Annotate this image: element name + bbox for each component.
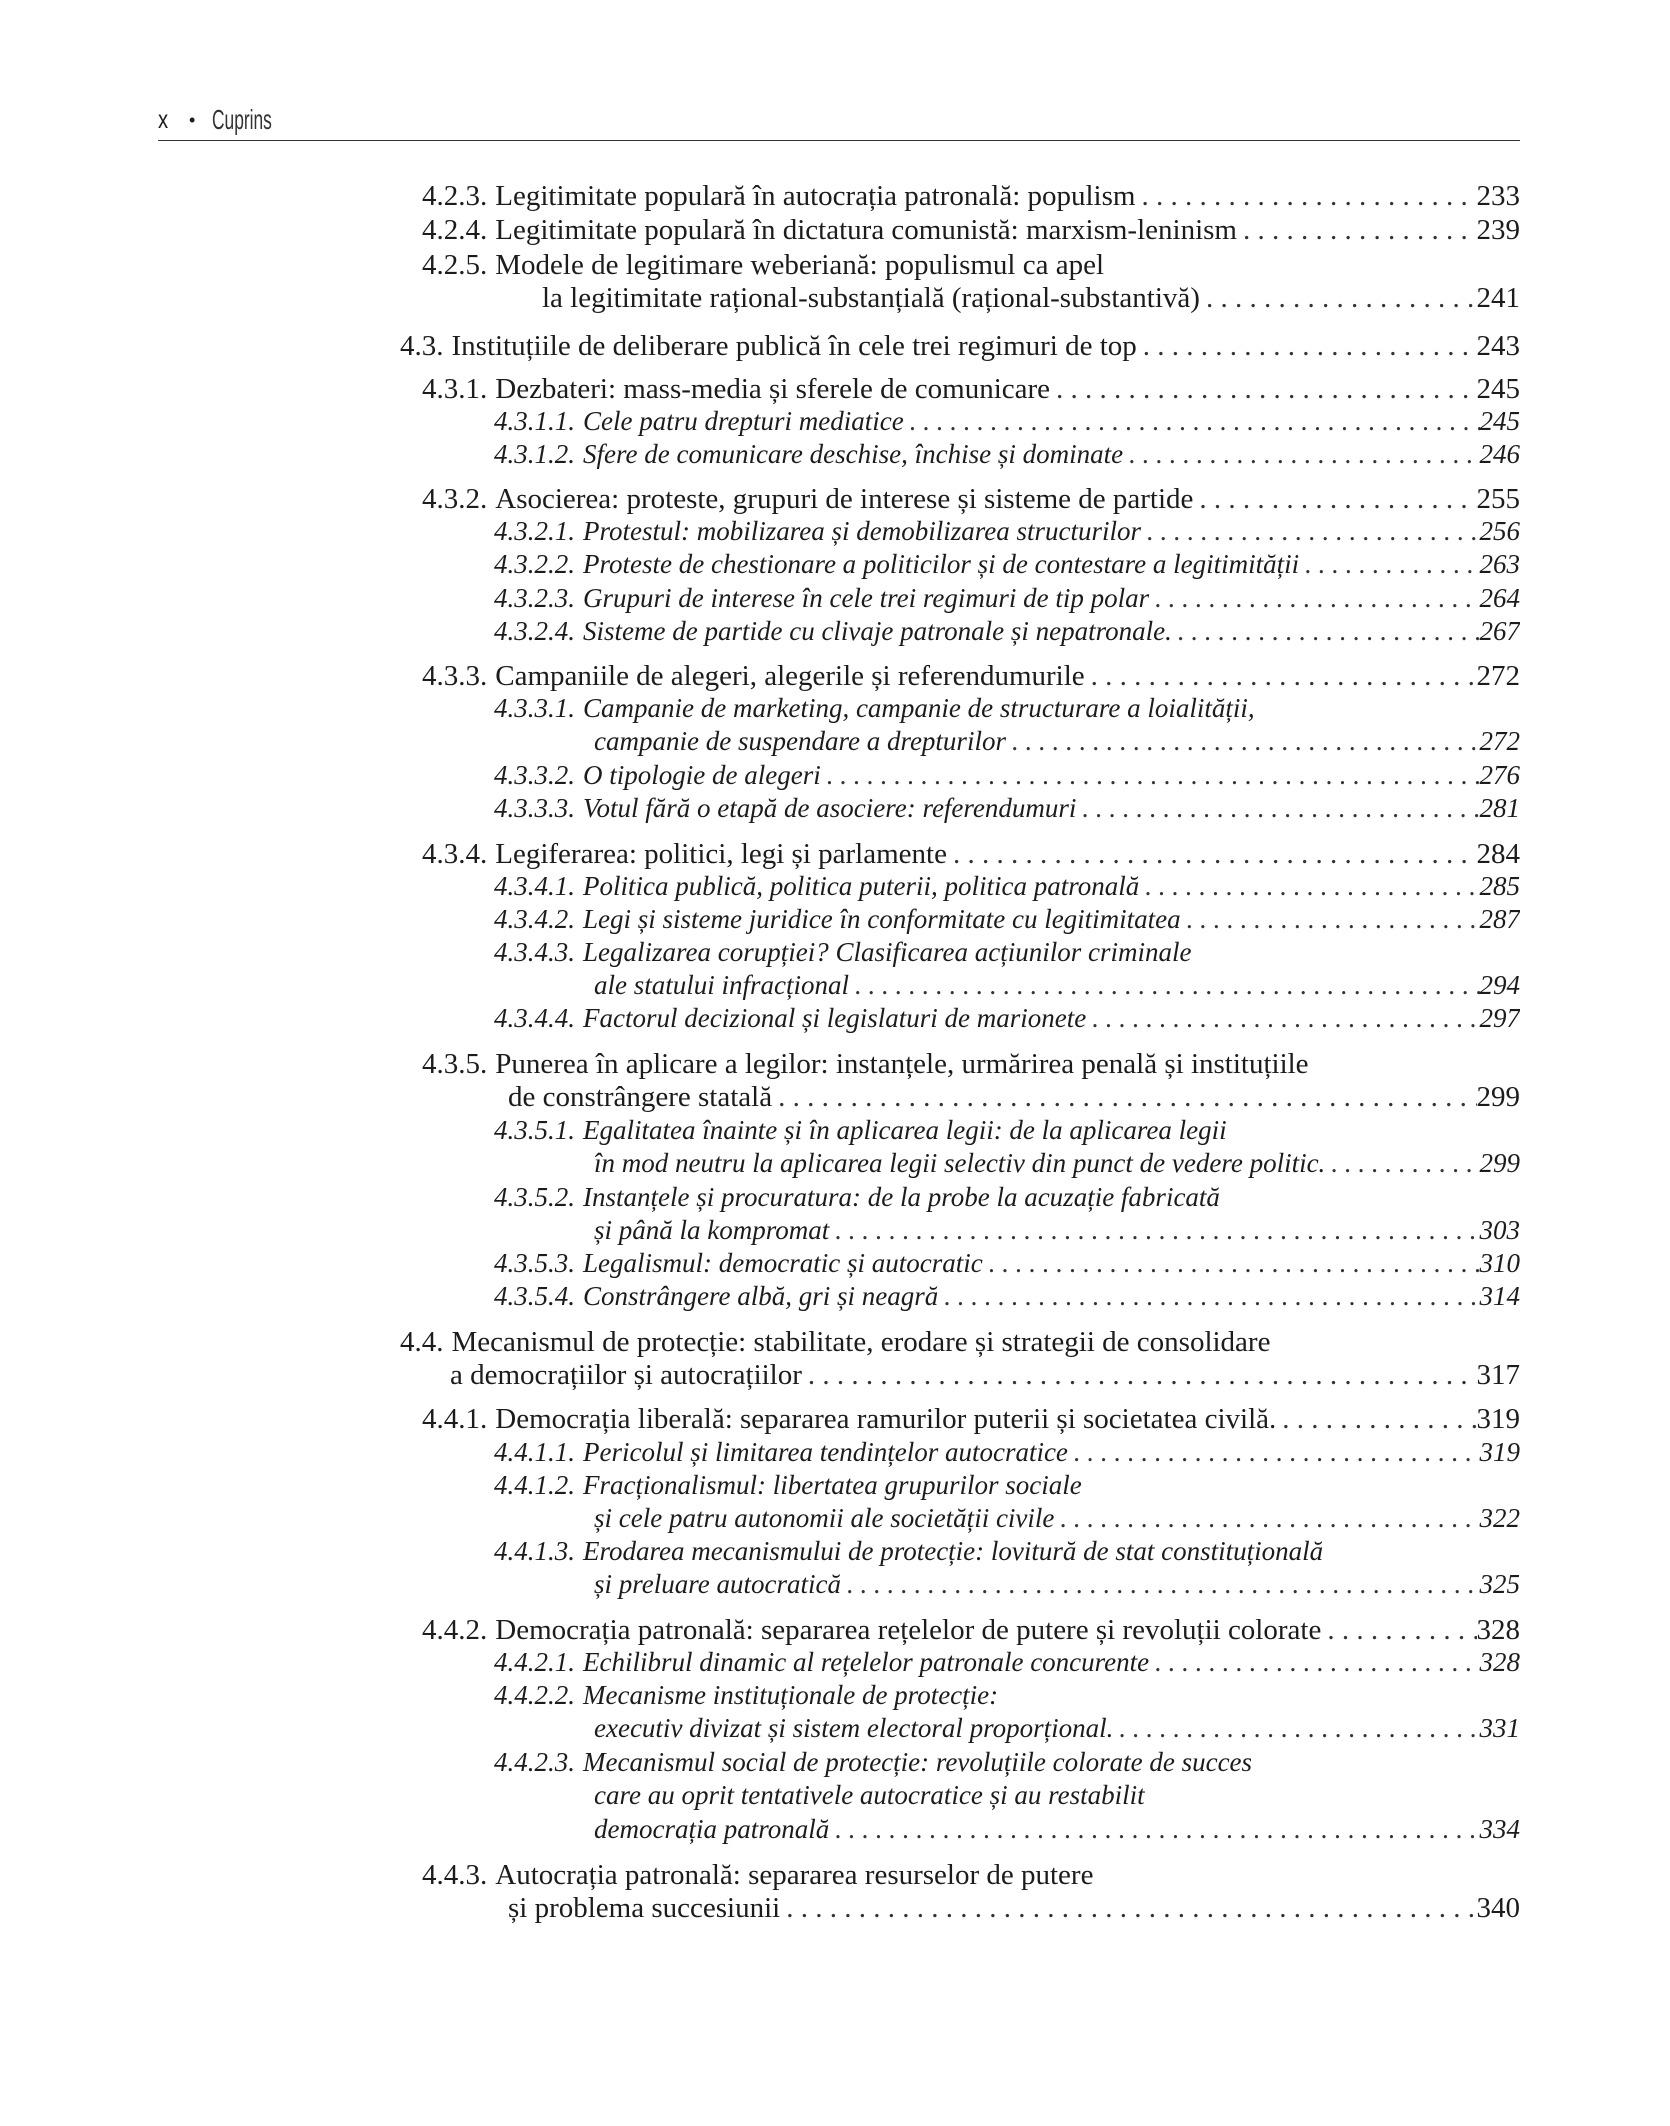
toc-entry-page: 243 [1476, 330, 1520, 362]
toc-entry-title-continued: de constrângere statală [508, 1081, 773, 1114]
toc-entry-title: Legi și sisteme juridice în conformitate cu legitimitatea [583, 904, 1181, 934]
toc-entry-number: 4.3.1.2. [494, 439, 575, 469]
toc-entry-line-wrapped [494, 1747, 1252, 1781]
toc-entry-number: 4.3.5.3. [494, 1248, 575, 1278]
toc-entry-number: 4.3.4. [422, 838, 488, 870]
toc-entry-title: Modele de legitimare weberiană: populismul ca apel [495, 249, 1105, 281]
toc-entry-title-continued: campanie de suspendare a drepturilor [594, 726, 1006, 757]
toc-entry-line-wrapped [494, 1182, 1220, 1216]
toc-entry-number: 4.4. [400, 1326, 444, 1358]
toc-entry-number: 4.4.2.2. [494, 1680, 575, 1710]
toc-entry-number: 4.4.2.1. [494, 1647, 575, 1677]
toc-entry-number: 4.2.3. [422, 180, 488, 212]
leader-dots [904, 406, 1480, 437]
toc-entry-title-continued: care au oprit tentativele autocratice și au restabilit [594, 1780, 1145, 1811]
toc-entry-number: 4.3.5.1. [494, 1115, 575, 1145]
toc-entry-title: Grupuri de interese în cele trei regimuri de tip polar [583, 583, 1150, 613]
toc-entry-title: Dezbateri: mass-media și sferele de comunicare [495, 373, 1051, 405]
toc-entry-page: 287 [1479, 904, 1520, 934]
toc-entry-title: Legalismul: democratic și autocratic [583, 1248, 983, 1278]
toc-entry-line [594, 1503, 1520, 1537]
toc-entry-line [422, 180, 1520, 214]
toc-entry-page: 255 [1476, 483, 1520, 515]
toc-entry-line [494, 439, 1520, 473]
toc-entry-page: 340 [1476, 1892, 1520, 1925]
toc-entry-line [422, 660, 1520, 694]
toc-entry-line-wrapped [494, 693, 1255, 727]
toc-entry-page: 322 [1479, 1503, 1520, 1534]
toc-entry-title: Campanie de marketing, campanie de structurare a loialității, [583, 693, 1255, 723]
toc-entry-line [494, 904, 1520, 938]
leader-dots [1141, 516, 1480, 547]
toc-entry-page: 233 [1476, 180, 1520, 212]
toc-entry-page: 317 [1476, 1359, 1520, 1392]
toc-entry-title: Autocrația patronală: separarea resurselor de putere [495, 1859, 1094, 1891]
toc-entry-number: 4.4.3. [422, 1859, 488, 1891]
toc-entry-title: Asocierea: proteste, grupuri de interese și sisteme de partide [495, 483, 1194, 515]
toc-entry-line [508, 1892, 1520, 1926]
toc-entry-page: 272 [1476, 660, 1520, 692]
toc-entry-title: Instituțiile de deliberare publică în cele trei regimuri de top [451, 330, 1137, 362]
toc-entry-title-continued: ale statului infracțional [594, 970, 849, 1001]
toc-entry-title-continued: și problema succesiunii [508, 1892, 781, 1925]
toc-entry-line [494, 1281, 1520, 1315]
toc-entry-line [494, 760, 1520, 794]
toc-entry-line-wrapped [494, 1536, 1323, 1570]
toc-entry-title-continued: democrația patronală [594, 1813, 830, 1844]
toc-entry-number: 4.3.3.2. [494, 760, 575, 790]
toc-entry-page: 328 [1476, 1614, 1520, 1646]
leader-dots [829, 1215, 1479, 1246]
leader-dots [1193, 483, 1476, 516]
toc-entry-line-wrapped [594, 1780, 1145, 1814]
toc-entry-title-continued: și cele patru autonomii ale societății civile [594, 1503, 1055, 1534]
toc-entry-page: 267 [1479, 616, 1520, 646]
toc-entry-number: 4.3.3. [422, 660, 488, 692]
toc-entry-line [450, 1359, 1520, 1393]
leader-dots [1325, 1148, 1479, 1179]
leader-dots [1237, 214, 1477, 247]
toc-entry-line-wrapped [400, 1326, 1270, 1360]
toc-entry-title: Punerea în aplicare a legilor: instanțele, urmărirea penală și instituțiile [495, 1048, 1309, 1080]
toc-entry-title: Campaniile de alegeri, alegerile și referendumurile [495, 660, 1085, 692]
toc-entry-line [508, 1081, 1520, 1115]
toc-entry-title-continued: și preluare autocratică [594, 1569, 841, 1600]
toc-entry-page: 246 [1479, 439, 1520, 469]
toc-entry-page: 281 [1479, 793, 1520, 823]
toc-entry-title: Mecanismul social de protecție: revoluțiile colorate de succes [583, 1747, 1253, 1777]
leader-dots [1139, 871, 1479, 902]
toc-entry-page: 319 [1476, 1403, 1520, 1435]
leader-dots [947, 838, 1477, 871]
toc-entry-number: 4.4.2.3. [494, 1747, 575, 1777]
toc-entry-line [594, 1814, 1520, 1848]
leader-dots [1135, 180, 1476, 213]
toc-entry-number: 4.3.1.1. [494, 406, 575, 436]
toc-entry-line [494, 406, 1520, 440]
leader-dots [1321, 1614, 1476, 1647]
toc-entry-number: 4.3.5. [422, 1048, 488, 1080]
leader-dots [1181, 904, 1480, 935]
leader-dots [821, 760, 1480, 791]
toc-entry-number: 4.2.4. [422, 214, 488, 246]
toc-entry-title: Constrângere albă, gri și neagră [583, 1281, 939, 1311]
page-number: x [158, 104, 168, 134]
toc-entry-line [422, 1403, 1520, 1437]
toc-entry-title: Democrația patronală: separarea rețelelor de putere și revoluții colorate [495, 1614, 1322, 1646]
toc-entry-title: Mecanisme instituționale de protecție: [583, 1680, 999, 1710]
leader-dots [1200, 282, 1477, 315]
toc-entry-number: 4.3.3.3. [494, 793, 575, 823]
toc-entry-number: 4.3.2. [422, 483, 488, 515]
toc-entry-line [594, 1148, 1520, 1182]
toc-entry-line [542, 282, 1520, 316]
leader-dots [772, 1081, 1476, 1114]
toc-entry-title-continued: a democrațiilor și autocrațiilor [450, 1359, 802, 1392]
leader-dots [1123, 439, 1479, 470]
toc-entry-line [494, 616, 1520, 650]
toc-entry-line [422, 1614, 1520, 1648]
toc-entry-title-continued: executiv divizat și sistem electoral proporțional. [594, 1713, 1114, 1744]
toc-entry-line [494, 793, 1520, 827]
toc-entry-page: 285 [1479, 871, 1520, 901]
toc-entry-line-wrapped [494, 1680, 998, 1714]
toc-entry-line [594, 1713, 1520, 1747]
toc-entry-page: 264 [1479, 583, 1520, 613]
toc-entry-line [422, 214, 1520, 248]
leader-dots [938, 1281, 1479, 1312]
toc-entry-title-continued: la legitimitate rațional-substanțială (rațional-substantivă) [542, 282, 1200, 315]
leader-dots [1149, 1647, 1479, 1678]
toc-entry-line [494, 549, 1520, 583]
toc-entry-line [494, 871, 1520, 905]
toc-entry-number: 4.4.2. [422, 1614, 488, 1646]
toc-entry-title: Mecanismul de protecție: stabilitate, erodare și strategii de consolidare [451, 1326, 1271, 1358]
toc-entry-line [422, 838, 1520, 872]
toc-entry-title-continued: și până la kompromat [594, 1215, 830, 1246]
leader-dots [1113, 1713, 1479, 1744]
toc-entry-number: 4.3.1. [422, 373, 488, 405]
toc-entry-title: Sfere de comunicare deschise, închise și dominate [583, 439, 1124, 469]
toc-entry-page: 245 [1479, 406, 1520, 436]
toc-entry-line [494, 516, 1520, 550]
toc-entry-line [594, 970, 1520, 1004]
header-separator: • [189, 110, 196, 130]
toc-entry-title: O tipologie de alegeri [583, 760, 821, 790]
leader-dots [1054, 1503, 1479, 1534]
toc-entry-title: Legalizarea corupției? Clasificarea acțiunilor criminale [583, 937, 1192, 967]
leader-dots [1299, 549, 1479, 580]
toc-entry-number: 4.3.5.2. [494, 1182, 575, 1212]
toc-entry-line [494, 583, 1520, 617]
toc-entry-number: 4.3.2.1. [494, 516, 575, 546]
running-header [158, 104, 1520, 141]
toc-entry-page: 303 [1479, 1215, 1520, 1246]
toc-entry-title: Fracționalismul: libertatea grupurilor sociale [583, 1470, 1082, 1500]
header-section-title: Cuprins [212, 104, 272, 135]
toc-entry-title: Democrația liberală: separarea ramurilor puterii și societatea civilă. [495, 1403, 1277, 1435]
toc-entry-page: 256 [1479, 516, 1520, 546]
leader-dots [983, 1248, 1480, 1279]
toc-entry-title: Votul fără o etapă de asociere: referendumuri [583, 793, 1077, 823]
toc-entry-title: Egalitatea înainte și în aplicarea legii: de la aplicarea legii [583, 1115, 1227, 1145]
toc-entry-title: Protestul: mobilizarea și demobilizarea structurilor [583, 516, 1141, 546]
toc-entry-line-wrapped [494, 937, 1191, 971]
leader-dots [849, 970, 1480, 1001]
toc-entry-page: 299 [1476, 1081, 1520, 1114]
toc-entry-number: 4.3.4.3. [494, 937, 575, 967]
leader-dots [841, 1569, 1480, 1600]
toc-entry-line [422, 373, 1520, 407]
toc-entry-line [494, 1003, 1520, 1037]
toc-entry-page: 276 [1479, 760, 1520, 790]
toc-entry-page: 299 [1479, 1148, 1520, 1179]
leader-dots [1076, 793, 1479, 824]
toc-entry-page: 325 [1479, 1569, 1520, 1600]
toc-entry-page: 239 [1476, 214, 1520, 246]
leader-dots [1172, 616, 1480, 647]
toc-entry-line [494, 1248, 1520, 1282]
toc-entry-page: 334 [1479, 1813, 1520, 1844]
toc-entry-number: 4.3.2.4. [494, 616, 575, 646]
toc-entry-number: 4.2.5. [422, 249, 488, 281]
toc-entry-title: Instanțele și procuratura: de la probe la acuzație fabricată [583, 1182, 1220, 1212]
toc-entry-line-wrapped [422, 1048, 1309, 1082]
toc-entry-number: 4.3.4.1. [494, 871, 575, 901]
toc-entry-line [422, 483, 1520, 517]
toc-entry-page: 245 [1476, 373, 1520, 405]
leader-dots [1068, 1437, 1480, 1468]
toc-entry-title: Erodarea mecanismului de protecție: lovitură de stat constituțională [583, 1536, 1324, 1566]
toc-entry-title: Legitimitate populară în dictatura comunistă: marxism-leninism [495, 214, 1237, 246]
toc-entry-page: 310 [1479, 1248, 1520, 1278]
toc-entry-line-wrapped [494, 1470, 1082, 1504]
toc-entry-number: 4.3.3.1. [494, 693, 575, 723]
toc-entry-number: 4.3.2.3. [494, 583, 575, 613]
leader-dots [780, 1892, 1476, 1925]
toc-entry-number: 4.4.1.2. [494, 1470, 575, 1500]
toc-entry-line [594, 726, 1520, 760]
toc-entry-title: Proteste de chestionare a politicilor și de contestare a legitimității [583, 549, 1300, 579]
toc-entry-line [494, 1647, 1520, 1681]
leader-dots [1050, 373, 1476, 406]
toc-entry-title: Sisteme de partide cu clivaje patronale și nepatronale. [583, 616, 1172, 646]
toc-entry-title: Pericolul și limitarea tendințelor autocratice [583, 1437, 1068, 1467]
toc-entry-number: 4.4.1.1. [494, 1437, 575, 1467]
toc-entry-line [494, 1437, 1520, 1471]
leader-dots [1137, 330, 1477, 363]
toc-entry-title: Cele patru drepturi mediatice [583, 406, 904, 436]
toc-entry-title: Legitimitate populară în autocrația patronală: populism [495, 180, 1136, 212]
leader-dots [1085, 660, 1477, 693]
toc-entry-page: 272 [1479, 726, 1520, 757]
toc-entry-number: 4.3.4.2. [494, 904, 575, 934]
toc-entry-page: 314 [1479, 1281, 1520, 1311]
toc-entry-title: Politica publică, politica puterii, politica patronală [583, 871, 1140, 901]
toc-entry-page: 328 [1479, 1647, 1520, 1677]
toc-entry-page: 263 [1479, 549, 1520, 579]
toc-entry-title-continued: în mod neutru la aplicarea legii selectiv din punct de vedere politic. [594, 1148, 1326, 1179]
toc-entry-line [594, 1215, 1520, 1249]
toc-entry-title: Legiferarea: politici, legi și parlamente [495, 838, 947, 870]
toc-entry-line [594, 1569, 1520, 1603]
leader-dots [1149, 583, 1479, 614]
toc-entry-line [400, 330, 1520, 364]
toc-entry-title: Factorul decizional și legislaturi de marionete [583, 1003, 1087, 1033]
toc-entry-page: 297 [1479, 1003, 1520, 1033]
toc-entry-number: 4.3.4.4. [494, 1003, 575, 1033]
toc-entry-number: 4.3.5.4. [494, 1281, 575, 1311]
toc-entry-number: 4.3. [400, 330, 444, 362]
toc-entry-number: 4.4.1. [422, 1403, 488, 1435]
toc-entry-number: 4.4.1.3. [494, 1536, 575, 1566]
leader-dots [829, 1814, 1479, 1845]
toc-entry-line-wrapped [422, 249, 1104, 283]
leader-dots [802, 1359, 1477, 1392]
leader-dots [1006, 726, 1480, 757]
toc-entry-page: 241 [1476, 282, 1520, 315]
toc-entry-page: 284 [1476, 838, 1520, 870]
toc-entry-page: 331 [1479, 1713, 1520, 1744]
toc-entry-number: 4.3.2.2. [494, 549, 575, 579]
toc-entry-title: Echilibrul dinamic al rețelelor patronale concurente [583, 1647, 1150, 1677]
leader-dots [1276, 1403, 1476, 1436]
toc-entry-line-wrapped [422, 1859, 1093, 1893]
toc-entry-page: 294 [1479, 970, 1520, 1001]
toc-entry-page: 319 [1479, 1437, 1520, 1467]
leader-dots [1086, 1003, 1479, 1034]
toc-entry-line-wrapped [494, 1115, 1227, 1149]
